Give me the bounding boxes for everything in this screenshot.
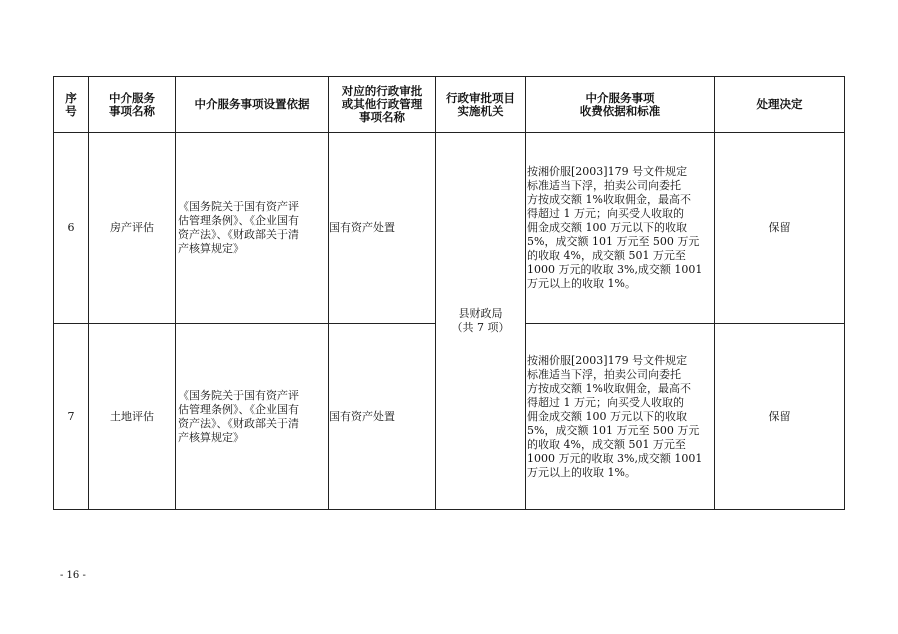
header-seq: 序 号	[54, 77, 89, 133]
cell-name: 房产评估	[89, 133, 176, 324]
page-number: - 16 -	[60, 570, 86, 581]
cell-seq: 6	[54, 133, 89, 324]
cell-basis: 《国务院关于国有资产评 估管理条例》、《企业国有 资产法》、《财政部关于清 产核算规定》	[176, 324, 329, 510]
cell-seq: 7	[54, 324, 89, 510]
cell-related: 国有资产处置	[329, 324, 436, 510]
cell-name: 土地评估	[89, 324, 176, 510]
cell-decision: 保留	[715, 133, 845, 324]
cell-basis: 《国务院关于国有资产评 估管理条例》、《企业国有 资产法》、《财政部关于清 产核算规定》	[176, 133, 329, 324]
table-row	[54, 133, 845, 324]
header-basis: 中介服务事项设置依据	[176, 77, 329, 133]
service-items-table	[53, 76, 845, 510]
header-decision: 处理决定	[715, 77, 845, 133]
cell-org: 县财政局 （共 7 项）	[436, 133, 526, 510]
header-row	[54, 77, 845, 133]
header-fee: 中介服务事项 收费依据和标准	[526, 77, 715, 133]
header-related: 对应的行政审批 或其他行政管理 事项名称	[329, 77, 436, 133]
header-org: 行政审批项目 实施机关	[436, 77, 526, 133]
header-name: 中介服务 事项名称	[89, 77, 176, 133]
cell-related: 国有资产处置	[329, 133, 436, 324]
cell-fee: 按湘价服[2003]179 号文件规定 标准适当下浮，拍卖公司向委托 方按成交额 1%收取佣金，最高不 得超过 1 万元；向买受人收取的 佣金成交额 100 万元以下的收取 5%，成交额 101 万元至 500 万元 的收取 4%，成交额 501 万元至 1000 万元的收取 3%,成交额 1001 万元以上的收取 1%。	[526, 324, 715, 510]
cell-decision: 保留	[715, 324, 845, 510]
cell-fee: 按湘价服[2003]179 号文件规定 标准适当下浮，拍卖公司向委托 方按成交额 1%收取佣金，最高不 得超过 1 万元；向买受人收取的 佣金成交额 100 万元以下的收取 5%，成交额 101 万元至 500 万元 的收取 4%，成交额 501 万元至 1000 万元的收取 3%,成交额 1001 万元以上的收取 1%。	[526, 133, 715, 324]
